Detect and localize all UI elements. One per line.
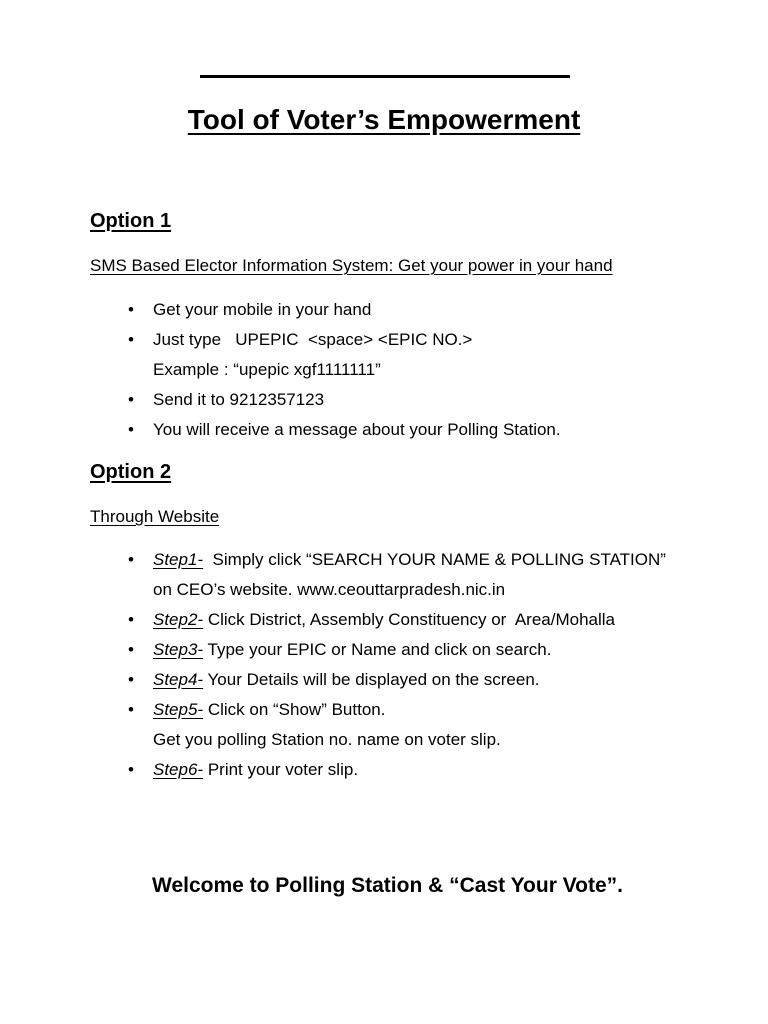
step-item xyxy=(128,635,666,665)
list-item xyxy=(128,295,561,325)
list-item xyxy=(128,325,561,385)
step-text-continued: on CEO’s website. www.ceouttarpradesh.nic.in xyxy=(153,580,506,599)
step-label: Step1- xyxy=(153,550,204,569)
option-1-list xyxy=(128,295,561,445)
page-title: Tool of Voter’s Empowerment xyxy=(187,104,581,135)
list-item-text: Get your mobile in your hand xyxy=(153,300,372,319)
step-label: Step5- xyxy=(153,700,204,719)
step-label: Step4- xyxy=(153,670,204,689)
option-2-subtitle: Through Website xyxy=(90,507,220,526)
list-item-example: Example : “upepic xgf1111111” xyxy=(153,360,381,379)
option-2-steps xyxy=(128,545,666,785)
step-text: Type your EPIC or Name and click on search. xyxy=(203,640,552,659)
option-1-heading: Option 1 xyxy=(90,210,172,232)
welcome-message: Welcome to Polling Station & “Cast Your Vote”. xyxy=(152,874,623,897)
option-2-heading: Option 2 xyxy=(90,461,172,483)
list-item-text: Send it to 9212357123 xyxy=(153,390,325,409)
step-item xyxy=(128,695,666,755)
list-item xyxy=(128,385,561,415)
step-text: Your Details will be displayed on the screen. xyxy=(203,670,540,689)
step-text: Click on “Show” Button. xyxy=(203,700,386,719)
step-text: Click District, Assembly Constituency or Area/Mohalla xyxy=(203,610,616,629)
list-item-text: Just type UPEPIC <space> <EPIC NO.> xyxy=(153,330,473,349)
step-item xyxy=(128,605,666,635)
step-label: Step2- xyxy=(153,610,204,629)
step-item xyxy=(128,545,666,605)
step-item xyxy=(128,755,666,785)
top-horizontal-rule xyxy=(200,75,570,78)
list-item-text: You will receive a message about your Polling Station. xyxy=(153,420,561,439)
option-1-subtitle: SMS Based Elector Information System: Get your power in your hand xyxy=(90,256,613,275)
step-text: Print your voter slip. xyxy=(203,760,359,779)
step-label: Step6- xyxy=(153,760,204,779)
step-label: Step3- xyxy=(153,640,204,659)
step-text: Simply click “SEARCH YOUR NAME & POLLING STATION” xyxy=(203,550,666,569)
step-item xyxy=(128,665,666,695)
list-item xyxy=(128,415,561,445)
step-text-continued: Get you polling Station no. name on voter slip. xyxy=(153,730,501,749)
